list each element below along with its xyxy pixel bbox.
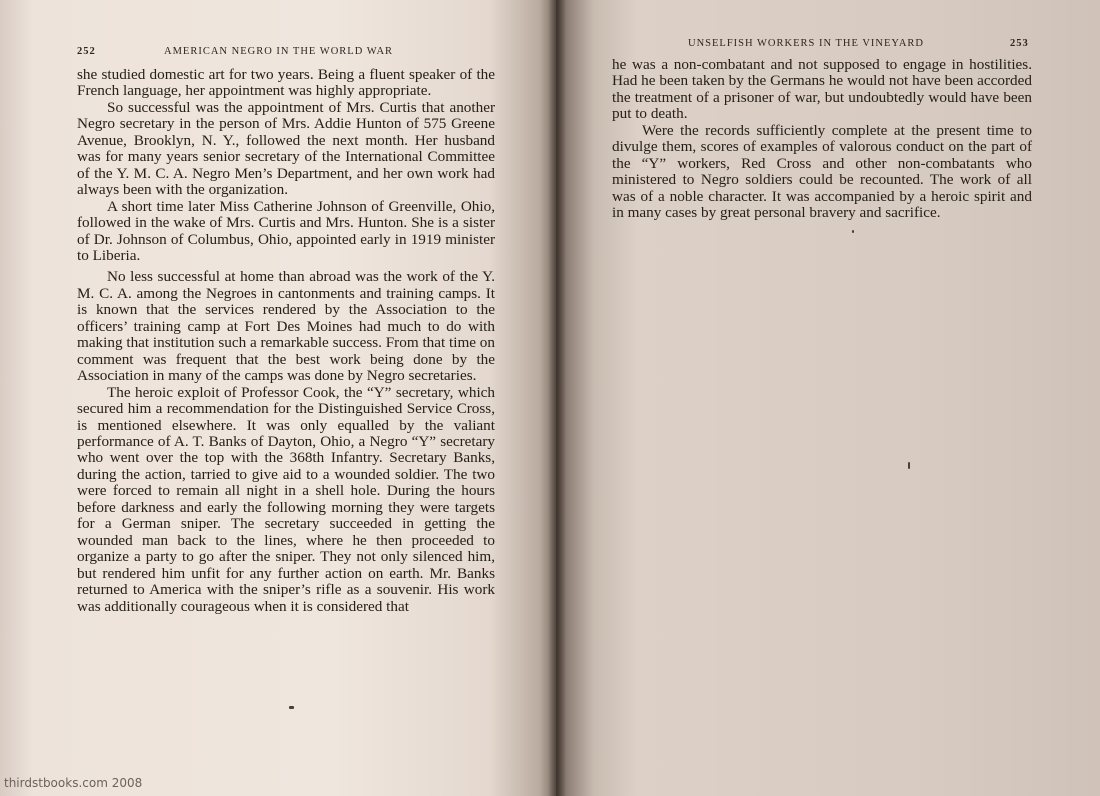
- paragraph: Were the records sufficiently complete at the present time to divulge them, scores of examples of valorous conduct on the part of the “Y” workers, Red Cross and other non-combatants who ministered to Negro soldiers could be recounted. The work of all was of a noble character. It was accompanied by a heroic spirit and in many cases by great personal bravery and sacrifice.: [612, 121, 1032, 222]
- right-page: [556, 0, 1100, 796]
- paper-speck: [289, 706, 294, 709]
- paragraph: A short time later Miss Catherine Johnson of Greenville, Ohio, followed in the wake of Mrs. Curtis and Mrs. Hunton. She is a sister of Dr. Johnson of Columbus, Ohio, appointed early in 1919 minister to Liberia.: [77, 197, 495, 264]
- paragraph: she studied domestic art for two years. Being a fluent speaker of the French language, her appointment was highly appropriate.: [77, 66, 495, 100]
- paragraph: he was a non-combatant and not supposed to engage in hostilities. Had he been taken by the Germans he would not have been accorded the treatment of a prisoner of war, but undoubtedly would have been put to death.: [612, 56, 1032, 123]
- paragraph: The heroic exploit of Professor Cook, the “Y” secretary, which secured him a recommendation for the Distinguished Service Cross, is mentioned elsewhere. It was only equalled by the valiant performance of A. T. Banks of Dayton, Ohio, a Negro “Y” secretary who went over the top with the 368th Infantry. Secretary Banks, during the action, tarried to give aid to a wounded soldier. The two were forced to remain all night in a shell hole. During the hours before darkness and early the following morning they were targets for a German sniper. The secretary succeeded in getting the wounded man back to the lines, where he then proceeded to organize a party to go after the sniper. They not only silenced him, but rendered him unfit for any further action on earth. Mr. Banks returned to America with the sniper’s rifle as a souvenir. His work was additionally courageous when it is considered that: [77, 383, 495, 615]
- left-page-number: 252: [77, 46, 96, 57]
- left-running-head: AMERICAN NEGRO IN THE WORLD WAR: [164, 46, 394, 57]
- right-running-head: UNSELFISH WORKERS IN THE VINEYARD: [688, 38, 925, 49]
- left-page-body: [77, 67, 495, 615]
- watermark: thirdstbooks.com 2008: [4, 776, 143, 790]
- right-page-number: 253: [1010, 38, 1029, 49]
- paper-speck: [852, 230, 854, 233]
- paragraph: No less successful at home than abroad was the work of the Y. M. C. A. among the Negroes in cantonments and training camps. It is known that the services rendered by the Association to the officers’ training camp at Fort Des Moines had much to do with making that institution such a remarkable success. From that time on comment was frequent that the best work being done by the Association in many of the camps was done by Negro secretaries.: [77, 268, 495, 385]
- paragraph: So successful was the appointment of Mrs. Curtis that another Negro secretary in the person of Mrs. Addie Hunton of 575 Greene Avenue, Brooklyn, N. Y., followed the next month. Her husband was for many years senior secretary of the International Committee of the Y. M. C. A. Negro Men’s Department, and her own work had always been with the organization.: [77, 98, 495, 199]
- right-page-body: [612, 57, 1032, 222]
- book-gutter: [548, 0, 566, 796]
- paper-speck: [908, 462, 910, 469]
